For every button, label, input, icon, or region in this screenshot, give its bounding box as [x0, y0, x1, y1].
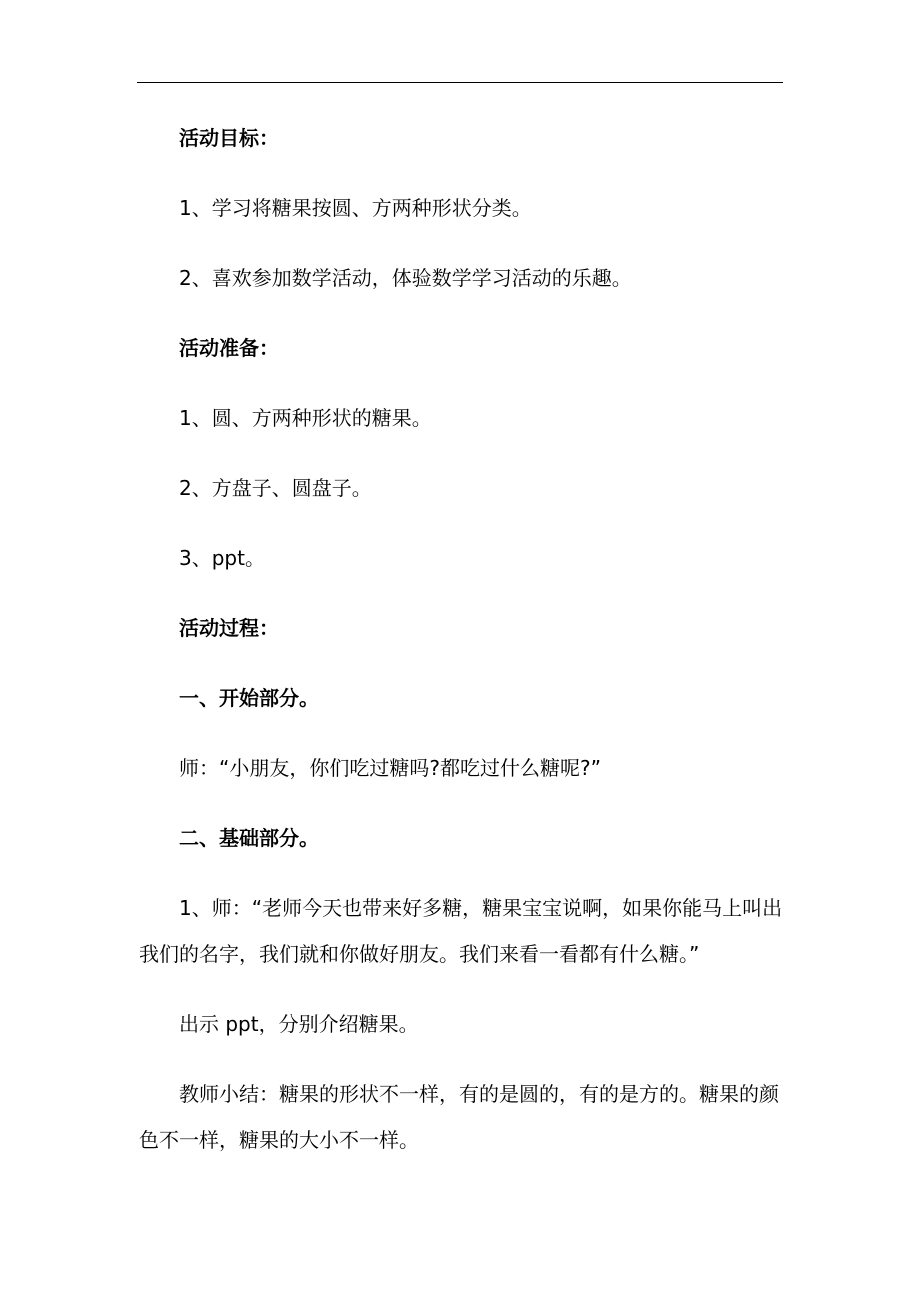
- show-ppt-paragraph: 出示 ppt，分别介绍糖果。: [179, 1012, 419, 1036]
- teacher-question: 师：“小朋友，你们吃过糖吗?都吃过什么糖呢?”: [179, 756, 601, 780]
- basic-item-1: 1、师：“老师今天也带来好多糖，糖果宝宝说啊，如果你能马上叫出我们的名字，我们就和你做好朋友。我们来看一看都有什么糖。”: [139, 896, 783, 966]
- heading-activity-preparation: 活动准备：: [179, 336, 279, 360]
- section-heading-start: 一、开始部分。: [179, 686, 319, 710]
- header-rule: [137, 82, 783, 83]
- preparation-item-1: 1、圆、方两种形状的糖果。: [179, 406, 432, 430]
- heading-activity-goals: 活动目标：: [179, 126, 279, 150]
- teacher-summary: 教师小结：糖果的形状不一样，有的是圆的，有的是方的。糖果的颜色不一样，糖果的大小不一样。: [139, 1082, 779, 1152]
- document-body: [139, 115, 785, 1163]
- goal-item-1: 1、学习将糖果按圆、方两种形状分类。: [179, 196, 532, 220]
- section-heading-basic: 二、基础部分。: [179, 826, 319, 850]
- heading-activity-process: 活动过程：: [179, 616, 279, 640]
- preparation-item-2: 2、方盘子、圆盘子。: [179, 476, 372, 500]
- goal-item-2: 2、喜欢参加数学活动，体验数学学习活动的乐趣。: [179, 266, 632, 290]
- preparation-item-3: 3、ppt。: [179, 546, 265, 570]
